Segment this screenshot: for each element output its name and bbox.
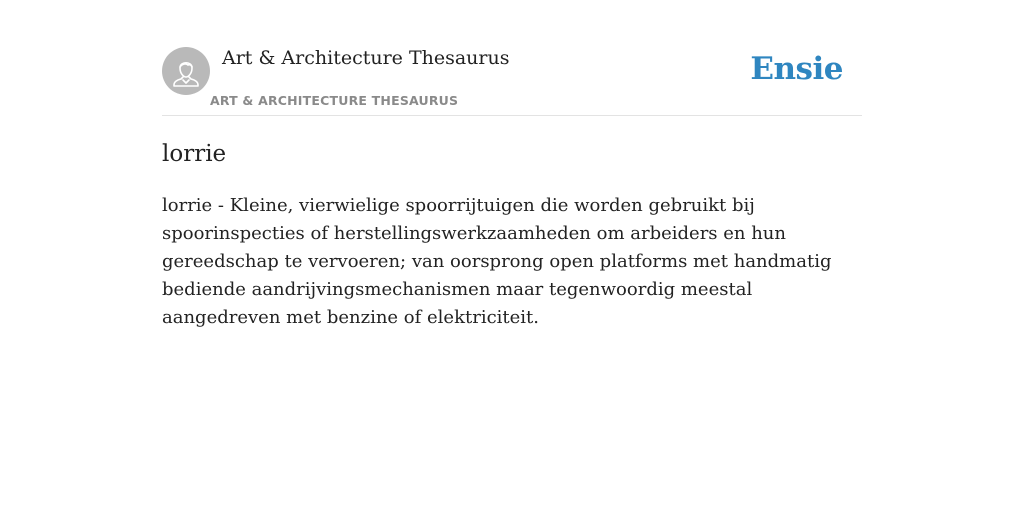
- entry-definition: lorrie - Kleine, vierwielige spoorrijtuigen die worden gebruikt bij spoorinspecties of herstellingswerkzaamheden om arbeiders en hun gereedschap te vervoeren; van oorsprong open platforms met handmatig bediende aandrijvingsmechanismen maar tegenwoordig meestal aangedreven met benzine of elektriciteit.: [162, 195, 832, 328]
- page-container: [162, 0, 862, 328]
- source-header: [162, 0, 862, 116]
- brand-logo[interactable]: Ensie: [750, 51, 843, 87]
- entry-term: lorrie: [162, 141, 227, 167]
- source-title[interactable]: Art & Architecture Thesaurus: [222, 47, 510, 69]
- avatar[interactable]: [162, 47, 210, 95]
- user-placeholder-icon: [162, 47, 210, 95]
- source-subtitle[interactable]: ART & ARCHITECTURE THESAURUS: [210, 93, 459, 108]
